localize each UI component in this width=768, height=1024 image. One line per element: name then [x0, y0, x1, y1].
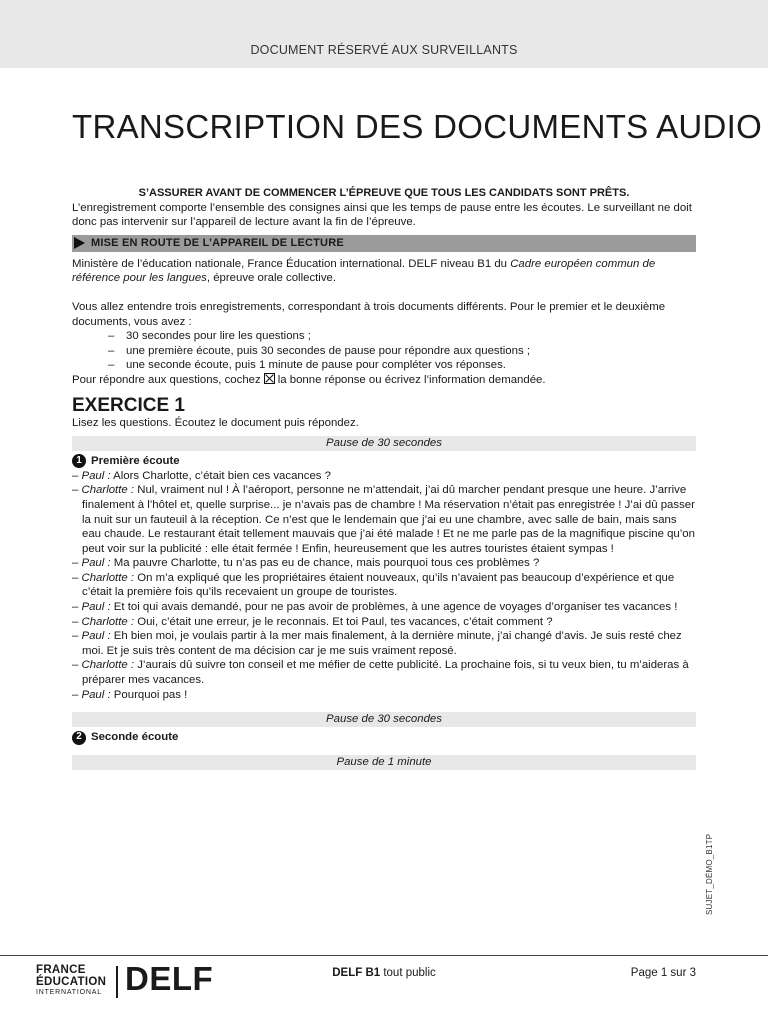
- logo-line-3: INTERNATIONAL: [36, 989, 102, 996]
- ministry-text-italic: Cadre européen commun de référence pour les langues: [72, 257, 656, 285]
- second-listen-label: Seconde écoute: [91, 731, 179, 744]
- section-bar: [72, 235, 696, 252]
- page-title: TRANSCRIPTION DES DOCUMENTS AUDIO: [72, 108, 763, 145]
- dialog-speaker: Paul :: [81, 688, 111, 701]
- list-item: – une seconde écoute, puis 1 minute de pause pour compléter vos réponses.: [108, 358, 696, 373]
- dialog-speaker: Paul :: [81, 557, 111, 570]
- dialog-text: Pourquoi pas !: [110, 688, 188, 701]
- logo-line-1: FRANCE: [36, 964, 86, 976]
- exercise-subtitle: Lisez les questions. Écoutez le document puis répondez.: [72, 416, 359, 429]
- play-triangle-icon: [74, 237, 85, 249]
- pause-bar-2: Pause de 30 secondes: [72, 712, 696, 727]
- dialog-dash: –: [72, 615, 82, 628]
- dialog-text: Alors Charlotte, c’était bien ces vacances ?: [110, 469, 331, 482]
- ministry-paragraph: [72, 257, 696, 286]
- ministry-text-before: Ministère de l’éducation nationale, France Éducation international. DELF niveau B1 du: [72, 257, 511, 270]
- first-listen-title: [72, 454, 696, 469]
- logo-line-2: ÉDUCATION: [36, 975, 107, 988]
- footer-exam-level: DELF B1: [332, 967, 381, 979]
- answer-instruction: [72, 373, 696, 388]
- dialog-dash: –: [72, 659, 82, 672]
- dialog-text: Et toi qui avais demandé, pour ne pas avoir de problèmes, à une agence de voyages d’organiser tes vacances !: [110, 601, 678, 614]
- page-number: Page 1 sur 3: [630, 967, 696, 979]
- dialog-speaker: Paul :: [81, 601, 111, 614]
- intro-bold-line: S’ASSURER AVANT DE COMMENCER L’ÉPREUVE QUE TOUS LES CANDIDATS SONT PRÊTS.: [138, 187, 630, 199]
- dialog-dash: –: [72, 601, 82, 614]
- list-item: – 30 secondes pour lire les questions ;: [108, 329, 696, 344]
- dialog-speaker: Paul :: [81, 469, 111, 482]
- section-bar-label: MISE EN ROUTE DE L’APPAREIL DE LECTURE: [91, 236, 344, 249]
- dialog-speaker: Charlotte :: [81, 484, 135, 497]
- header-band: [0, 0, 768, 68]
- footer-divider: [0, 955, 768, 956]
- answer-text-before: Pour répondre aux questions, cochez: [72, 373, 261, 386]
- second-listen-title: [72, 730, 696, 745]
- ministry-text-after: , épreuve orale collective.: [206, 272, 337, 285]
- dialog-dash: –: [72, 484, 82, 497]
- dialog-dash: –: [72, 571, 82, 584]
- dialog-speaker: Charlotte :: [81, 659, 135, 672]
- dialog-text: Oui, c’était une erreur, je le reconnais. Et toi Paul, tes vacances, c’était comment ?: [134, 615, 553, 628]
- dialog-speaker: Paul :: [81, 630, 111, 643]
- dialog-line: [72, 571, 696, 600]
- dialog-line: [72, 483, 696, 556]
- footer-exam-audience: tout public: [380, 967, 436, 979]
- dialog-text: Eh bien moi, je voulais partir à la mer mais finalement, à la dernière minute, j’ai changé d’avis. Je suis resté chez moi. Et je suis très content de ma décision car je me suis vraiment reposé.: [82, 630, 682, 657]
- dialog-speaker: Charlotte :: [81, 615, 135, 628]
- dialog-line: [72, 469, 696, 484]
- list-item: – une première écoute, puis 30 secondes de pause pour répondre aux questions ;: [108, 344, 696, 359]
- pause-bar-1: Pause de 30 secondes: [72, 436, 696, 451]
- document-code: SUJET_DÉMO_B1TP: [705, 833, 714, 915]
- dialog-dash: –: [72, 469, 82, 482]
- answer-text-after: la bonne réponse ou écrivez l’information demandée.: [277, 373, 546, 386]
- checked-box-icon: [264, 373, 275, 384]
- dialog-text: J’aurais dû suivre ton conseil et me méfier de cette publicité. La prochaine fois, si tu veux bien, tu m’aideras à préparer mes vacances.: [82, 659, 689, 687]
- dialog-dash: –: [72, 630, 82, 643]
- dialog-line: [72, 615, 696, 630]
- intro-paragraph: L’enregistrement comporte l’ensemble des consignes ainsi que les temps de pause entre les écoutes. Le surveillant ne doit donc pas intervenir sur l’appareil de lecture avant la fin de l’épreuve.: [72, 201, 692, 229]
- dialog-line: [72, 556, 696, 571]
- dialog-text: On m’a expliqué que les propriétaires étaient nouveaux, qu’ils n’avaient pas beaucoup d’expérience et que c’était la première fois qu’ils recevaient un groupe de touristes.: [82, 571, 675, 599]
- pause-bar-3: Pause de 1 minute: [72, 755, 696, 770]
- document-body: [72, 186, 696, 770]
- exercise-title: EXERCICE 1: [72, 394, 185, 416]
- dialog-line: [72, 600, 696, 615]
- dialog-line: [72, 688, 696, 703]
- dialog-transcript: [72, 469, 696, 703]
- first-listen-label: Première écoute: [91, 455, 180, 468]
- dialog-text: Nul, vraiment nul ! À l’aéroport, personne ne m’attendait, j’ai dû marcher pendant presque une heure. J’arrive finalement à l’hôtel et, quelle surprise... je n’avais pas de chambre ! Ma réservation n’était pas enregistrée ! J’ai dû passer la nuit sur un fauteuil à la réception. Ce n’est que le lendemain que j’ai eu une chambre, avec salle de bain, mais sans eau chaude. Le restaurant était tellement mauvais que j’ai été malade ! Et ne me parle pas de la magnifique piscine qu’on peut voir sur la publicité : elle était fermée ! Enfin, heureusement que les autres touristes étaient sympas !: [82, 484, 695, 555]
- header-band-text: DOCUMENT RÉSERVÉ AUX SURVEILLANTS: [250, 43, 518, 57]
- number-one-icon: 1: [72, 454, 86, 468]
- dialog-text: Ma pauvre Charlotte, tu n’as pas eu de chance, mais pourquoi tous ces problèmes ?: [110, 557, 540, 570]
- dialog-line: [72, 658, 696, 687]
- instructions-intro: Vous allez entendre trois enregistrements, correspondant à trois documents différents. Pour le premier et le deuxième documents, vous avez :: [72, 300, 666, 328]
- instructions-list: [72, 329, 696, 373]
- dialog-dash: –: [72, 688, 82, 701]
- dialog-speaker: Charlotte :: [81, 571, 135, 584]
- dialog-dash: –: [72, 557, 82, 570]
- dialog-line: [72, 629, 696, 658]
- delf-logo: DELF: [125, 960, 214, 997]
- number-two-icon: 2: [72, 731, 86, 745]
